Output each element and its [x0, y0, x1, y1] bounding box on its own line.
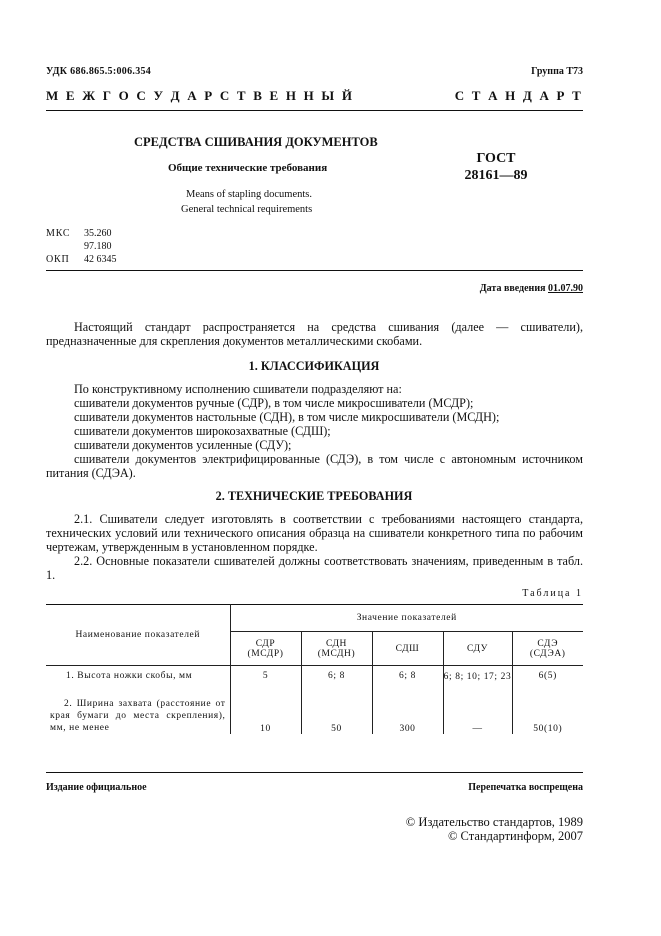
introduction-date-value: 01.07.90 [548, 283, 583, 294]
col-header-sde [512, 632, 583, 666]
okp-label: ОКП [46, 254, 70, 265]
udk-code: УДК 686.865.5:006.354 [46, 66, 152, 77]
row-1-name: 1. Высота ножки скобы, мм [46, 666, 230, 694]
mks-code-1: 35.260 [84, 228, 112, 239]
section-1-title: 1. КЛАССИФИКАЦИЯ [248, 359, 380, 373]
official-edition: Издание официальное [46, 782, 147, 793]
col-header-sdr-top: СДР [255, 638, 276, 649]
classification-list [74, 382, 583, 452]
col-header-sde-bottom: (СДЭА) [529, 648, 566, 659]
mks-code-2: 97.180 [84, 241, 112, 252]
banner-right: С Т А Н Д А Р Т [454, 88, 583, 103]
section-2-body [46, 512, 583, 582]
okp-code: 42 6345 [84, 254, 117, 265]
row-1-sdn: 6; 8 [301, 666, 372, 694]
classification-last-item-block [46, 452, 583, 480]
row-2-sdn: 50 [301, 694, 372, 734]
col-header-sdr [230, 632, 301, 666]
paragraph-2-2: 2.2. Основные показатели сшивателей должны соответствовать значениям, приведенным в табл. 1. [46, 554, 583, 582]
col-header-sdr-bottom: (МСДР) [247, 648, 284, 659]
introduction-date-label: Дата введения [479, 283, 546, 294]
list-item: сшиватели документов электрифицированные (СДЭ), в том числе с автономным источником питания (СДЭА). [46, 452, 583, 480]
row-2-sdsh: 300 [372, 694, 443, 734]
document-title: СРЕДСТВА СШИВАНИЯ ДОКУМЕНТОВ [134, 135, 378, 149]
mks-label: МКС [46, 228, 71, 239]
col-header-sde-top: СДЭ [537, 638, 559, 649]
col-header-sdn [301, 632, 372, 666]
table-caption: Таблица 1 [522, 588, 583, 599]
row-2-sdr: 10 [230, 694, 301, 734]
row-2-sde: 50(10) [533, 723, 563, 734]
row-2-sdu: — [443, 694, 512, 734]
row-1-sdsh: 6; 8 [372, 666, 443, 694]
footer-rule [46, 772, 583, 773]
table-row [46, 666, 583, 694]
col-header-sdu [443, 632, 512, 666]
row-1-sde: 6(5) [538, 671, 557, 681]
group-code: Группа Т73 [531, 66, 583, 77]
copyright-2: © Стандартинформ, 2007 [447, 829, 583, 843]
english-title-1: Means of stapling documents. [186, 189, 312, 200]
table-row [46, 694, 583, 734]
section-2-title: 2. ТЕХНИЧЕСКИЕ ТРЕБОВАНИЯ [215, 489, 413, 503]
intro-paragraph-block [46, 320, 583, 348]
col-header-sdu-top: СДУ [467, 643, 488, 654]
intro-paragraph: Настоящий стандарт распространяется на средства сшивания (далее — сшиватели), предназначенные для скрепления документов металлическими скобами. [46, 320, 583, 348]
codes-rule [46, 270, 583, 271]
introduction-date [480, 283, 583, 294]
copyright-1: © Издательство стандартов, 1989 [405, 815, 583, 829]
row-1-sdr: 5 [230, 666, 301, 694]
list-item: сшиватели документов ручные (СДР), в том числе микросшиватели (МСДР); [74, 396, 474, 410]
english-title-2: General technical requirements [181, 204, 313, 215]
reprint-notice: Перепечатка воспрещена [468, 782, 583, 793]
col-header-sdn-bottom: (МСДН) [317, 648, 356, 659]
col-header-sdsh-top: СДШ [395, 643, 420, 654]
col-header-values: Значение показателей [230, 605, 583, 632]
document-subtitle: Общие технические требования [168, 162, 328, 174]
header-rule [46, 110, 583, 111]
classification-lead: По конструктивному исполнению сшиватели подразделяют на: [74, 382, 402, 396]
col-header-name: Наименование показателей [46, 605, 230, 666]
col-header-sdsh [372, 632, 443, 666]
row-2-name: 2. Ширина захвата (расстояние от края бумаги до места скрепления), мм, не менее [46, 694, 230, 734]
gost-number: 28161—89 [464, 168, 528, 183]
list-item: сшиватели документов широкозахватные (СДШ); [74, 424, 331, 438]
paragraph-2-1: 2.1. Сшиватели следует изготовлять в соответствии с требованиями настоящего стандарта, технических условий или технического описания образца на сшиватели конкретного типа по рабочим чертежам, утвержденным в установленном порядке. [46, 512, 583, 554]
banner-left: М Е Ж Г О С У Д А Р С Т В Е Н Н Ы Й [46, 88, 355, 103]
list-item: сшиватели документов усиленные (СДУ); [74, 438, 292, 452]
requirements-table [46, 604, 583, 734]
gost-label: ГОСТ [476, 151, 516, 166]
row-1-sdu: 6; 8; 10; 17; 23 [443, 666, 512, 694]
col-header-sdn-top: СДН [325, 638, 347, 649]
list-item: сшиватели документов настольные (СДН), в том числе микросшиватели (МСДН); [74, 410, 500, 424]
